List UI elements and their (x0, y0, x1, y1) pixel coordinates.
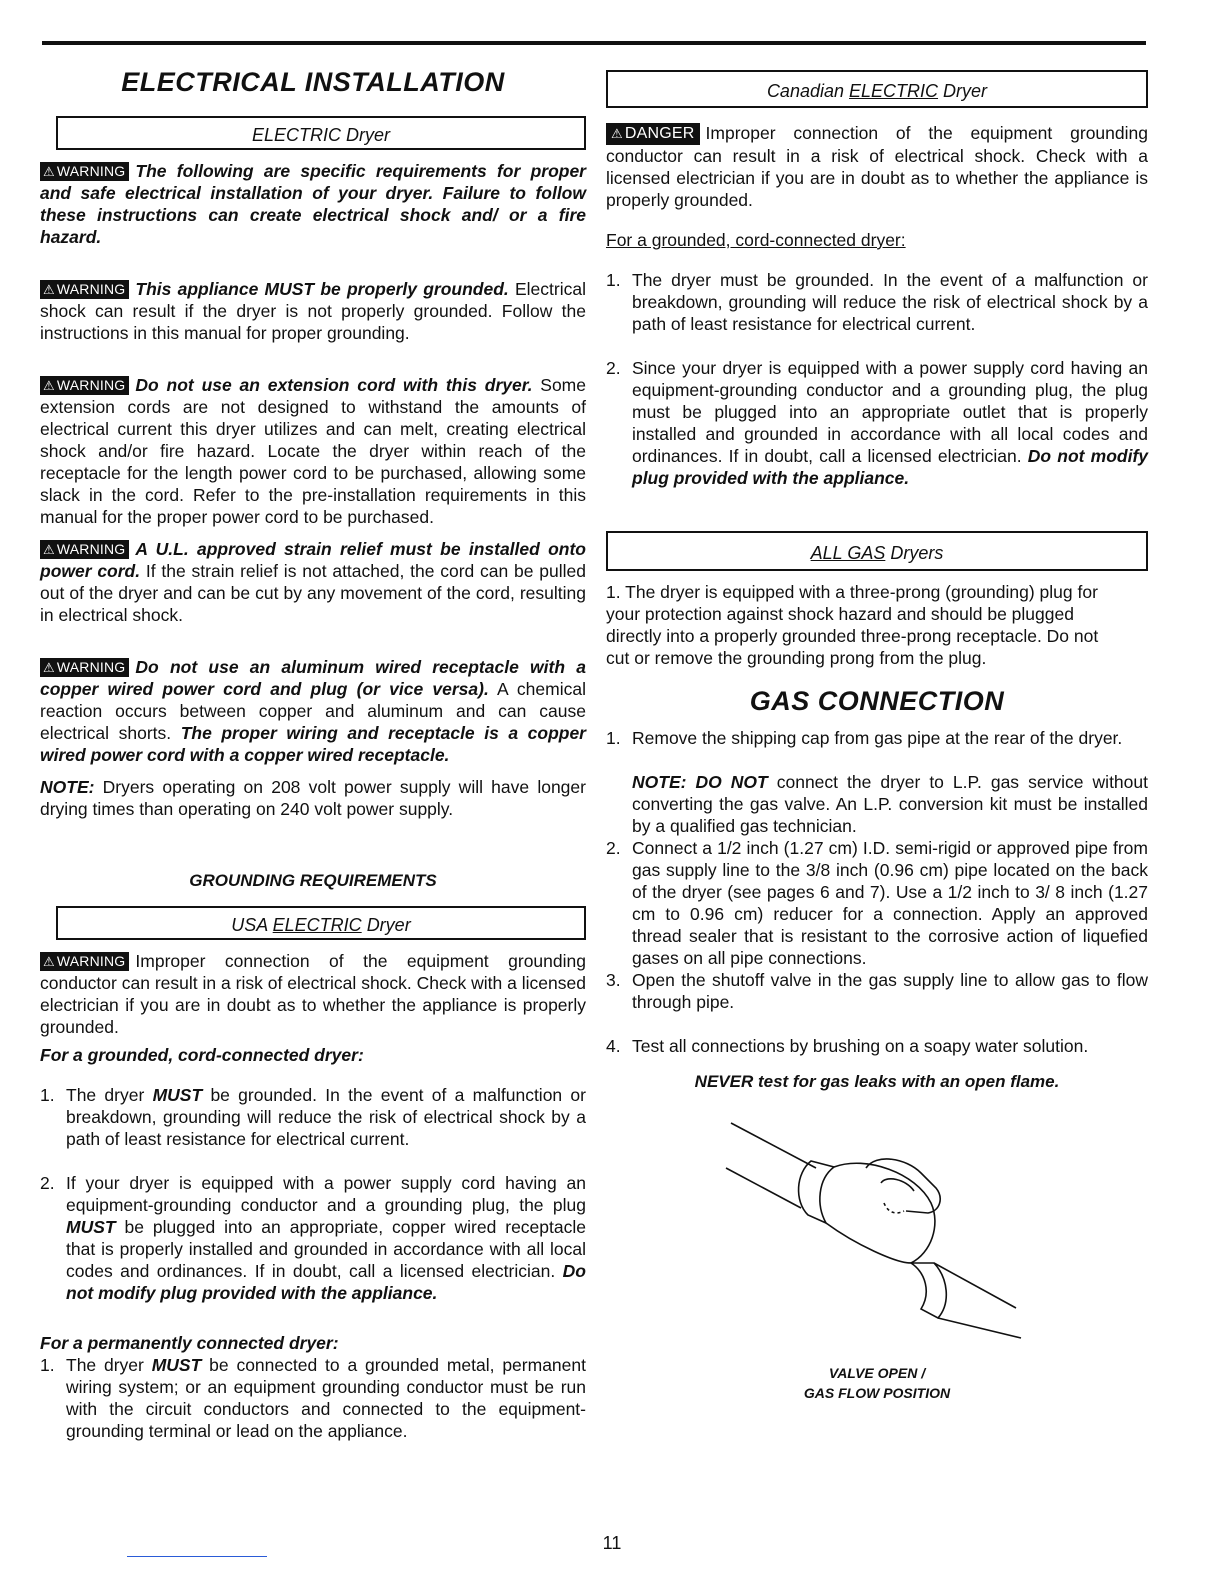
page-number: 11 (602, 1533, 622, 1553)
top-rule (42, 41, 1146, 45)
canadian-grounding-list (606, 269, 1148, 489)
warning-triangle-icon: ⚠ (43, 164, 55, 179)
warning-triangle-icon: ⚠ (43, 660, 55, 675)
left-column (40, 58, 586, 1442)
danger-triangle-icon: ⚠ (611, 126, 623, 141)
list-item: 3. Open the shutoff valve in the gas supply line to allow gas to flow through pipe. (606, 970, 1148, 1012)
list-item: 2. If your dryer is equipped with a power supply cord having an equipment-grounding conductor and a grounding plug, the plug MUST be plugged into an appropriate, copper wired receptacle that is properly installed and grounded in accordance with all local codes and ordinances. If in doubt, call a licensed electrician. Do not modify plug provided with the appliance. (40, 1173, 586, 1303)
warning-badge: ⚠ WARNING (40, 658, 129, 677)
list-item: 1. The dryer MUST be grounded. In the event of a malfunction or breakdown, grounding will reduce the risk of electrical shock by a path of least resistance for electrical current. (40, 1085, 586, 1149)
cord-connected-heading: For a grounded, cord-connected dryer: (40, 1045, 364, 1065)
voltage-note: NOTE: Dryers operating on 208 volt power supply will have longer drying times than operating on 240 volt power supply. (40, 777, 586, 819)
warning-badge: ⚠ WARNING (40, 376, 129, 395)
warning-badge: ⚠ WARNING (40, 540, 129, 559)
right-column (606, 58, 1148, 1401)
gas-leak-warning: NEVER test for gas leaks with an open flame. (694, 1072, 1060, 1091)
warning-paragraph-5: ⚠ WARNING Do not use an aluminum wired receptacle with a copper wired power cord and plug (or vice versa). A chemical reaction occurs between copper and aluminum and can cause electrical shorts. The proper wiring and receptacle is a copper wired power cord with a copper wired receptacle. (40, 657, 586, 765)
warning-triangle-icon: ⚠ (43, 282, 55, 297)
permanent-list (40, 1354, 586, 1442)
usa-electric-dryer-box: USA ELECTRIC Dryer (56, 906, 586, 940)
usa-grounding-list (40, 1084, 586, 1304)
gas-valve-icon (716, 1113, 1036, 1343)
grounding-requirements-heading: GROUNDING REQUIREMENTS (189, 871, 437, 890)
gas-dryer-plug-paragraph: 1. The dryer is equipped with a three-prong (grounding) plug for your protection against shock hazard and should be plugged directly into a properly grounded three-prong receptacle. Do not cut or remove the grounding prong from the plug. (606, 582, 1099, 668)
warning-triangle-icon: ⚠ (43, 954, 55, 969)
warning-badge: ⚠ WARNING (40, 280, 129, 299)
warning-paragraph-3: ⚠ WARNING Do not use an extension cord with this dryer. Some extension cords are not designed to withstand the amounts of electrical current this dryer utilizes and can melt, creating electrical shock and/or fire hazard. Locate the dryer within reach of the receptacle for the length power cord to be purchased, allowing some slack in the cord. Refer to the pre-installation requirements in this manual for the proper power cord to be purchased. (40, 375, 586, 527)
cord-connected-heading-canada: For a grounded, cord-connected dryer: (606, 230, 906, 250)
valve-illustration (606, 1113, 1148, 1401)
danger-badge: ⚠ DANGER (606, 123, 700, 145)
permanently-connected-heading: For a permanently connected dryer: (40, 1333, 339, 1353)
warning-triangle-icon: ⚠ (43, 542, 55, 557)
lp-gas-note: NOTE: DO NOT connect the dryer to L.P. gas service without converting the gas valve. An L.P. conversion kit must be installed by a qualified gas technician. (632, 772, 1148, 836)
all-gas-dryers-box: ALL GAS Dryers (606, 531, 1148, 571)
list-item: 1. The dryer must be grounded. In the event of a malfunction or breakdown, grounding will reduce the risk of electrical shock by a path of least resistance for electrical current. (606, 270, 1148, 334)
valve-caption: VALVE OPEN / GAS FLOW POSITION (803, 1365, 951, 1401)
warning-paragraph-4: ⚠ WARNING A U.L. approved strain relief must be installed onto power cord. If the strain relief is not attached, the cord can be pulled out of the dryer and can be cut by any movement of the cord, resulting in electrical shock. (40, 539, 587, 625)
electric-dryer-box: ELECTRIC Dryer (56, 116, 586, 150)
list-item: 2. Since your dryer is equipped with a power supply cord having an equipment-grounding conductor and a grounding plug, the plug must be plugged into an appropriate outlet that is properly installed and grounded in accordance with all local codes and ordinances. If in doubt, call a licensed electrician. Do not modify plug provided with the appliance. (606, 358, 1148, 488)
gas-steps-list (606, 727, 1148, 749)
warning-paragraph-2: ⚠ WARNING This appliance MUST be properly grounded. Electrical shock can result if the dryer is not properly grounded. Follow the instructions in this manual for proper grounding. (40, 279, 586, 343)
list-item: 1. Remove the shipping cap from gas pipe at the rear of the dryer. (606, 728, 1123, 748)
warning-paragraph-1: ⚠ WARNING The following are specific requirements for proper and safe electrical installation of your dryer. Failure to follow these instructions can create electrical shock and/ or a fire hazard. (40, 161, 586, 247)
warning-badge: ⚠ WARNING (40, 952, 129, 971)
warning-badge: ⚠ WARNING (40, 162, 129, 181)
gas-steps-list-2 (606, 837, 1148, 1057)
gas-connection-heading: GAS CONNECTION (749, 686, 1005, 716)
list-item: 1. The dryer MUST be connected to a grounded metal, permanent wiring system; or an equipment grounding conductor must be run with the circuit conductors and connected to the equipment-grounding terminal or lead on the appliance. (40, 1355, 586, 1441)
danger-paragraph: ⚠ DANGER Improper connection of the equipment grounding conductor can result in a risk of electrical shock. Check with a licensed electrician if you are in doubt as to whether the appliance is properly grounded. (606, 123, 1148, 210)
warning-triangle-icon: ⚠ (43, 378, 55, 393)
page-title: ELECTRICAL INSTALLATION (121, 67, 505, 97)
list-item: 4. Test all connections by brushing on a soapy water solution. (606, 1036, 1089, 1056)
list-item: 2. Connect a 1/2 inch (1.27 cm) I.D. semi-rigid or approved pipe from gas supply line to the 3/8 inch (0.96 cm) pipe located on the back of the dryer (see pages 6 and 7). Use a 1/2 inch to 3/ 8 inch (1.27 cm to 0.96 cm) reducer for a connection. Apply an approved thread sealer that is resistant to the corrosive action of liquefied gases on all pipe connections. (606, 838, 1148, 968)
canadian-electric-dryer-box: Canadian ELECTRIC Dryer (606, 70, 1148, 108)
blue-underline-mark (127, 1556, 267, 1557)
warning-paragraph-6: ⚠ WARNING Improper connection of the equipment grounding conductor can result in a risk of electrical shock. Check with a licensed electrician if you are in doubt as to whether the appliance is properly grounded. (40, 951, 586, 1037)
